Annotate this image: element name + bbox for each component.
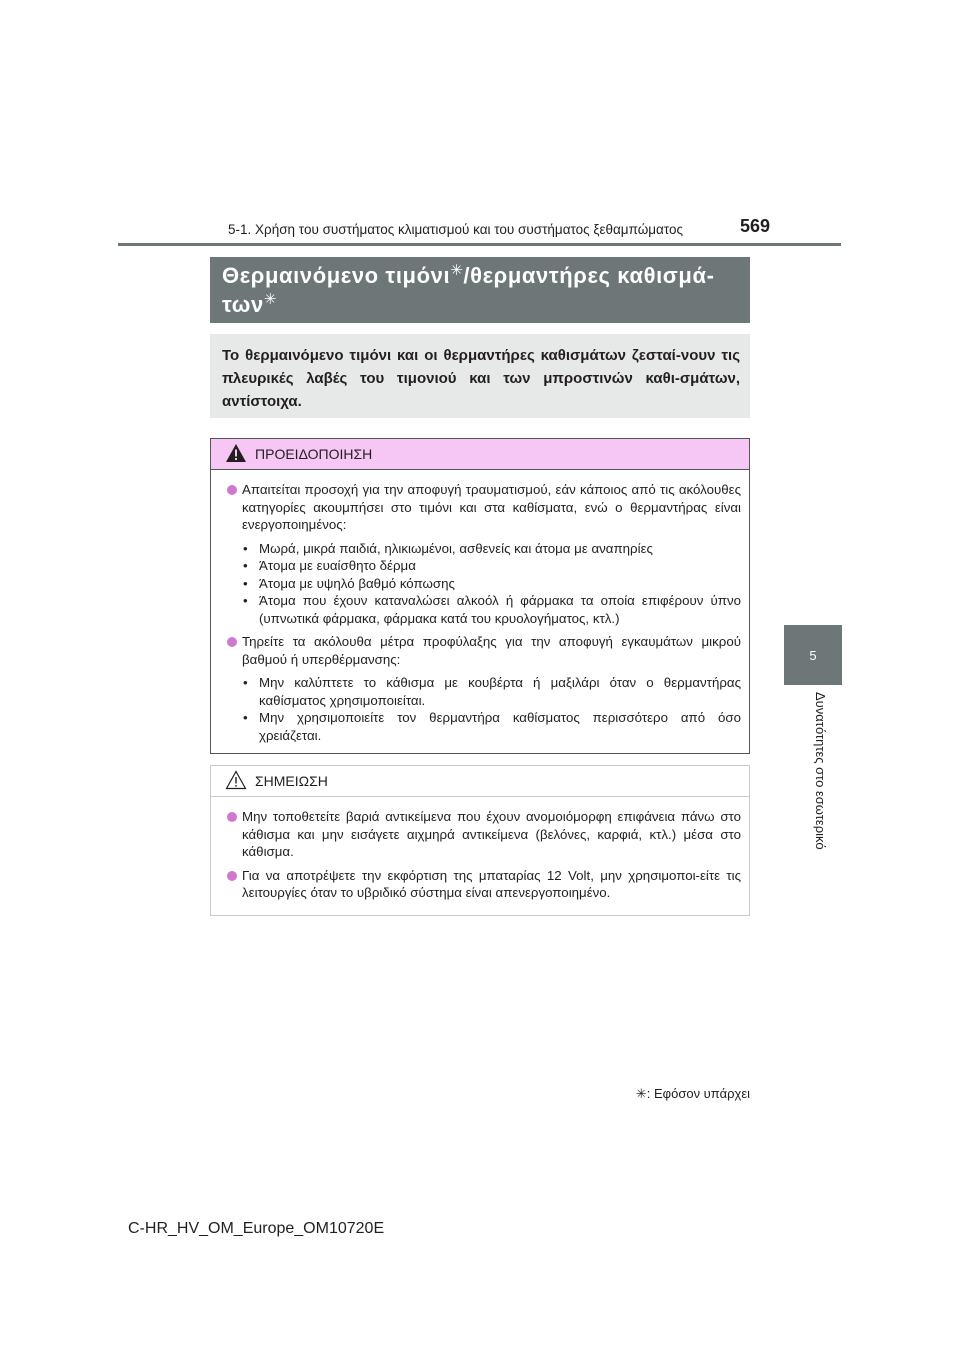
warning-item-text: Τηρείτε τα ακόλουθα μέτρα προφύλαξης για την αποφυγή εγκαυμάτων μικρού βαθμού ή υπερθέρμανσης: bbox=[242, 634, 741, 667]
note-header bbox=[211, 766, 749, 797]
title-part-1: Θερμαινόμενο τιμόνι bbox=[222, 263, 451, 288]
warning-subitem: • Άτομα με υψηλό βαθμό κόπωσης bbox=[243, 575, 455, 591]
note-item bbox=[227, 808, 741, 861]
note-item-text: Για να αποτρέψετε την εκφόρτιση της μπαταρίας 12 Volt, μην χρησιμοποι-είτε τις λειτουργίες όταν το υβριδικό σύστημα είναι απενεργοποιημένο. bbox=[242, 867, 741, 900]
footnote-text: : Εφόσον υπάρχει bbox=[646, 1086, 750, 1101]
document-code: C-HR_HV_OM_Europe_OM10720E bbox=[128, 1220, 385, 1237]
note-item bbox=[227, 867, 741, 902]
chapter-tab bbox=[784, 625, 842, 685]
chapter-side-label: Δυνατότητες στο εσωτερικό bbox=[813, 692, 828, 850]
note-heading: ΣΗΜΕΙΩΣΗ bbox=[255, 773, 328, 789]
intro-text: Το θερμαινόμενο τιμόνι και οι θερμαντήρες καθισμάτων ζεσταί-νουν τις πλευρικές λαβές του τιμονιού και των μπροστινών καθι-σμάτων, αντίστοιχα. bbox=[210, 334, 750, 418]
warning-subitem: • Μην καλύπτετε το κάθισμα με κουβέρτα ή μαξιλάρι όταν ο θερμαντήρας καθίσματος χρησιμοποιείται. bbox=[243, 675, 741, 708]
page-title bbox=[210, 257, 750, 323]
header-divider bbox=[118, 243, 841, 246]
page-number: 569 bbox=[740, 216, 771, 236]
warning-subitem: • Μωρά, μικρά παιδιά, ηλικιωμένοι, ασθενείς και άτομα με αναπηρίες bbox=[243, 540, 653, 556]
warning-triangle-icon bbox=[225, 443, 247, 466]
warning-subitem: • Μην χρησιμοποιείτε τον θερμαντήρα καθίσματος περισσότερο από όσο χρειάζεται. bbox=[243, 710, 741, 743]
title-part-3: των bbox=[222, 292, 264, 317]
warning-header bbox=[211, 439, 749, 470]
note-box bbox=[210, 765, 750, 916]
bullet-icon bbox=[227, 812, 237, 822]
section-header: 5-1. Χρήση του συστήματος κλιματισμού και του συστήματος ξεθαμπώματος bbox=[228, 222, 683, 237]
warning-item bbox=[227, 481, 741, 534]
warning-item bbox=[227, 633, 741, 668]
bullet-icon bbox=[227, 637, 237, 647]
chapter-number: 5 bbox=[809, 647, 817, 663]
warning-subitem: • Άτομα με ευαίσθητο δέρμα bbox=[243, 558, 416, 573]
warning-heading: ΠΡΟΕΙΔΟΠΟΙΗΣΗ bbox=[255, 446, 373, 462]
note-item-text: Μην τοποθετείτε βαριά αντικείμενα που έχουν ανομοιόμορφη επιφάνεια πάνω στο κάθισμα και μην εισάγετε αιχμηρά αντικείμενα (βελόνες, καρφιά, κτλ.) μέσα στο κάθισμα. bbox=[242, 809, 741, 859]
warning-box bbox=[210, 438, 750, 754]
footnote bbox=[636, 1086, 750, 1102]
asterisk-icon: ✳ bbox=[635, 1086, 647, 1101]
bullet-icon bbox=[227, 485, 237, 495]
notice-triangle-icon bbox=[225, 770, 247, 793]
warning-item-text: Απαιτείται προσοχή για την αποφυγή τραυματισμού, εάν κάποιος από τις ακόλουθες κατηγορίες ακουμπήσει στο τιμόνι και στα καθίσματα, ενώ ο θερμαντήρας είναι ενεργοποιημένος: bbox=[242, 482, 741, 532]
title-part-2: /θερμαντήρες καθισμά- bbox=[463, 263, 715, 288]
asterisk-icon: ✳ bbox=[263, 291, 277, 308]
asterisk-icon: ✳ bbox=[450, 262, 464, 279]
bullet-icon bbox=[227, 871, 237, 881]
warning-subitem: • Άτομα που έχουν καταναλώσει αλκοόλ ή φάρμακα τα οποία επιφέρουν ύπνο (υπνωτικά φάρμακα, φάρμακα κατά του κρυολογήματος, κτλ.) bbox=[243, 593, 741, 626]
